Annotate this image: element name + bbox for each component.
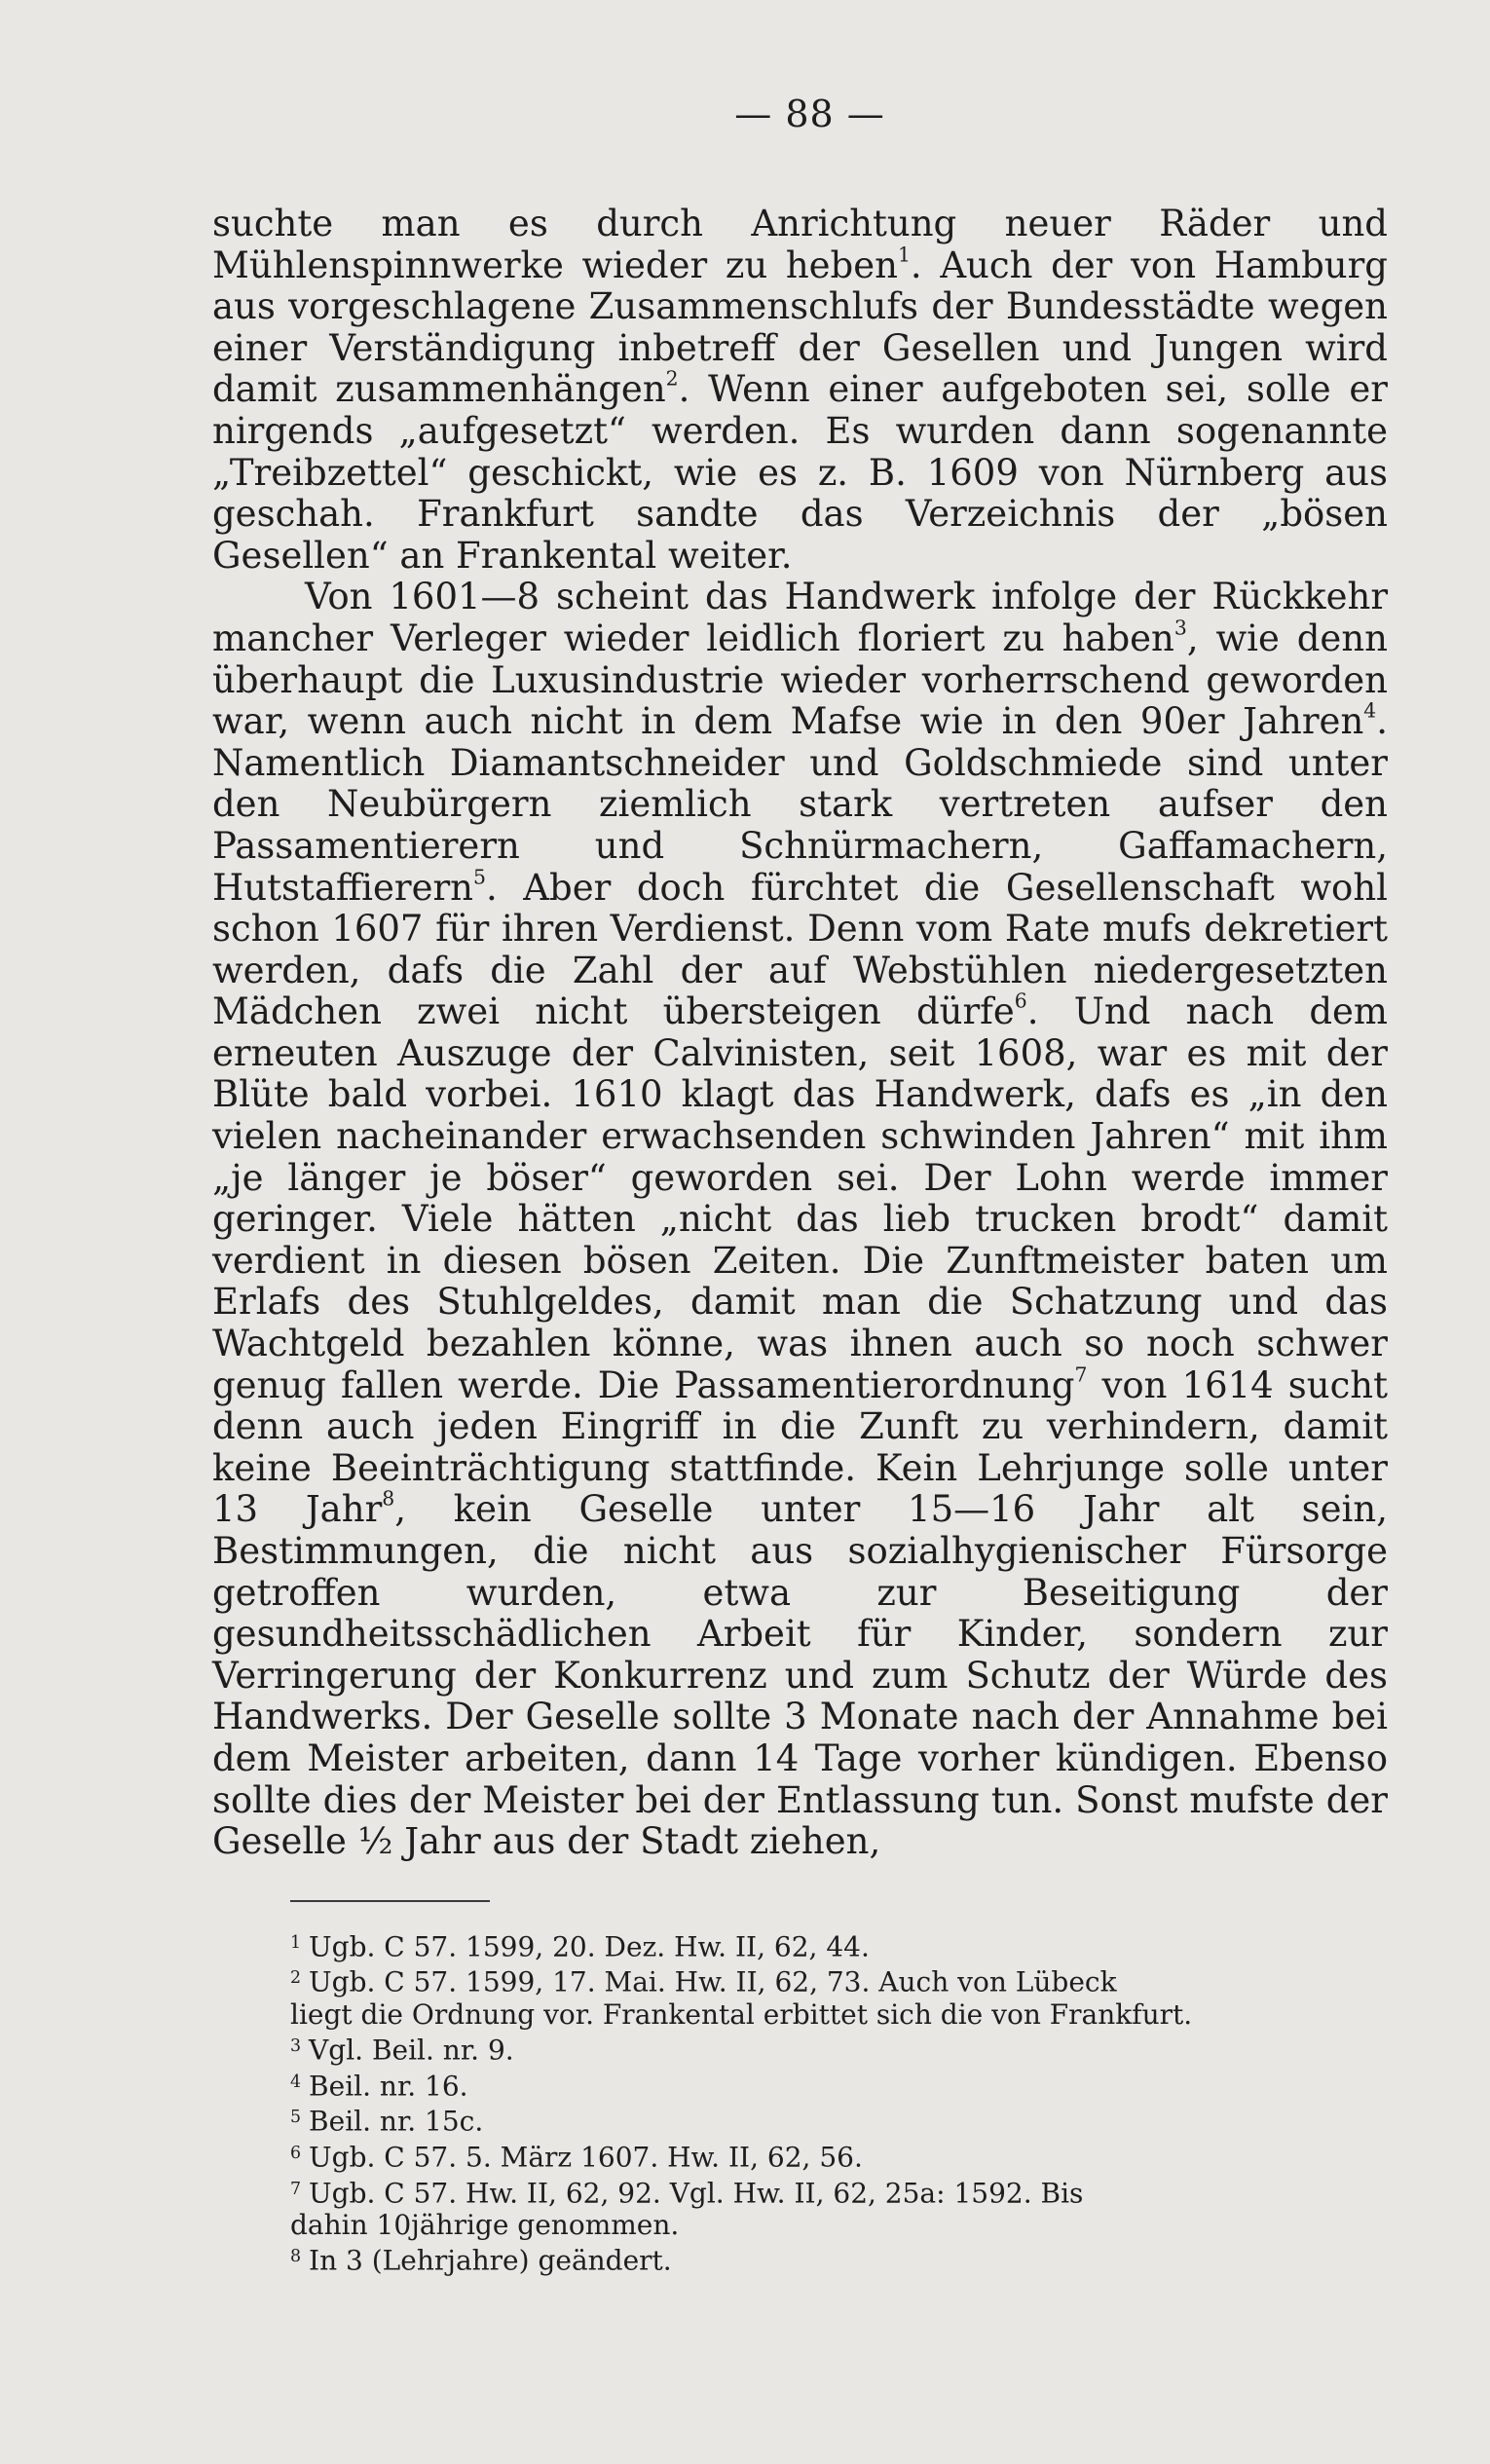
- footnote-reference: 8: [382, 1487, 395, 1512]
- footnote-text: Beil. nr. 16.: [309, 2070, 468, 2103]
- footnote: [212, 2174, 1388, 2210]
- footnote: [212, 2138, 1388, 2174]
- text-run: . Und nach dem erneuten Auszuge der Calvinisten, seit 1608, war es mit der Blüte bald vorbei. 1610 klagt das Handwerk, dafs es „in den vielen nacheinander erwachsenden schwinden Jahren“ mit ihm „je länger je böser“ geworden sei. Der Lohn werde immer geringer. Viele hätten „nicht das lieb trucken brodt“ damit verdient in diesen bösen Zeiten. Die Zunftmeister baten um Erlafs des Stuhlgeldes, damit man die Schatzung und das Wachtgeld bezahlen könne, was ihnen auch so noch schwer genug fallen werde. Die Passamentierordnung: [212, 990, 1388, 1406]
- footnote-divider: [290, 1900, 490, 1902]
- footnote-mark: 4: [290, 2072, 302, 2092]
- footnote-reference: 1: [897, 243, 911, 267]
- footnote-text: liegt die Ordnung vor. Frankental erbittet sich die von Frankfurt.: [290, 1998, 1193, 2032]
- footnote-text: Ugb. C 57. 1599, 17. Mai. Hw. II, 62, 73. Auch von Lübeck: [309, 1966, 1117, 1999]
- text-run: . Namentlich Diamantschneider und Goldschmiede sind unter den Neubürgern ziemlich stark vertreten aufser den Passamentierern und Schnürmachern, Gaffamachern, Hutstaffierern: [212, 700, 1388, 909]
- footnote-mark: 2: [290, 1968, 302, 1989]
- footnote-mark: 5: [290, 2108, 302, 2128]
- footnote-mark: 3: [290, 2036, 302, 2057]
- footnote-text: In 3 (Lehrjahre) geändert.: [309, 2245, 672, 2278]
- footnote: [212, 2102, 1388, 2138]
- footnote-mark: 1: [290, 1932, 302, 1953]
- text-run: . Aber doch fürchtet die Gesellenschaft wohl schon 1607 für ihren Verdienst. Denn vom Rate mufs dekretiert werden, dafs die Zahl der auf Webstühlen niedergesetzten Mädchen zwei nicht übersteigen dürfe: [212, 866, 1388, 1033]
- footnote-text: Ugb. C 57. 1599, 20. Dez. Hw. II, 62, 44.: [309, 1930, 870, 1963]
- footnote-text: Ugb. C 57. 5. März 1607. Hw. II, 62, 56.: [309, 2141, 863, 2174]
- text-run: suchte man es durch Anrichtung neuer Räder und Mühlenspinnwerke wieder zu heben: [212, 203, 1388, 286]
- footnote: [212, 2241, 1388, 2277]
- footnote-reference: 7: [1074, 1363, 1088, 1387]
- text-run: . Wenn einer aufgeboten sei, solle er nirgends „aufgesetzt“ werden. Es wurden dann sogenannte „Treibzettel“ geschickt, wie es z. B. 1609 von Nürnberg aus geschah. Frankfurt sandte das Verzeichnis der „bösen Gesellen“ an Frankental weiter.: [212, 368, 1388, 577]
- text-run: . Auch der von Hamburg aus vorgeschlagene Zusammenschlufs der Bundesstädte wegen einer Verständigung inbetreff der Gesellen und Jungen wird damit zusammenhängen: [212, 243, 1388, 411]
- footnote: [212, 2031, 1388, 2067]
- footnote-reference: 2: [665, 367, 679, 392]
- paragraph: [212, 577, 1388, 1862]
- footnote-text: Ugb. C 57. Hw. II, 62, 92. Vgl. Hw. II, 62, 25a: 1592. Bis: [309, 2177, 1084, 2210]
- footnote-continuation: [212, 1998, 1388, 2031]
- text-run: Von 1601—8 scheint das Handwerk infolge der Rückkehr mancher Verleger wieder leidlich floriert zu haben: [212, 576, 1388, 659]
- text-run: von 1614 sucht denn auch jeden Eingriff in die Zunft zu verhindern, damit keine Beeinträchtigung stattfinde. Kein Lehrjunge solle unter 13 Jahr: [212, 1363, 1388, 1531]
- text-run: , wie denn überhaupt die Luxusindustrie wieder vorherrschend geworden war, wenn auch nicht in dem Mafse wie in den 90er Jahren: [212, 616, 1388, 743]
- footnote-text: dahin 10jährige genommen.: [290, 2209, 680, 2242]
- footnote-mark: 6: [290, 2144, 302, 2164]
- footnote-mark: 8: [290, 2247, 302, 2267]
- footnote-text: Beil. nr. 15c.: [309, 2106, 484, 2139]
- footnote-reference: 5: [473, 865, 486, 889]
- footnote-reference: 6: [1014, 989, 1027, 1014]
- body-text: [212, 204, 1388, 1863]
- footnote: [212, 2067, 1388, 2103]
- footnote-text: Vgl. Beil. nr. 9.: [309, 2034, 514, 2067]
- footnotes: [212, 1927, 1388, 2277]
- footnote-reference: 4: [1363, 698, 1377, 723]
- footnote-mark: 7: [290, 2179, 302, 2199]
- text-run: , kein Geselle unter 15—16 Jahr alt sein, Bestimmungen, die nicht aus sozialhygienischer Fürsorge getroffen wurden, etwa zur Beseitigung der gesundheitsschädlichen Arbeit für Kinder, sondern zur Verringerung der Konkurrenz und zum Schutz der Würde des Handwerks. Der Geselle sollte 3 Monate nach der Annahme bei dem Meister arbeiten, dann 14 Tage vorher kündigen. Ebenso sollte dies der Meister bei der Entlassung tun. Sonst mufste der Geselle ½ Jahr aus der Stadt ziehen,: [212, 1488, 1388, 1863]
- footnote: [212, 1927, 1388, 1963]
- paragraph: [212, 204, 1388, 577]
- footnote: [212, 1962, 1388, 1998]
- footnote-reference: 3: [1173, 616, 1187, 640]
- footnote-continuation: [212, 2209, 1388, 2241]
- page-number: — 88 —: [734, 93, 885, 135]
